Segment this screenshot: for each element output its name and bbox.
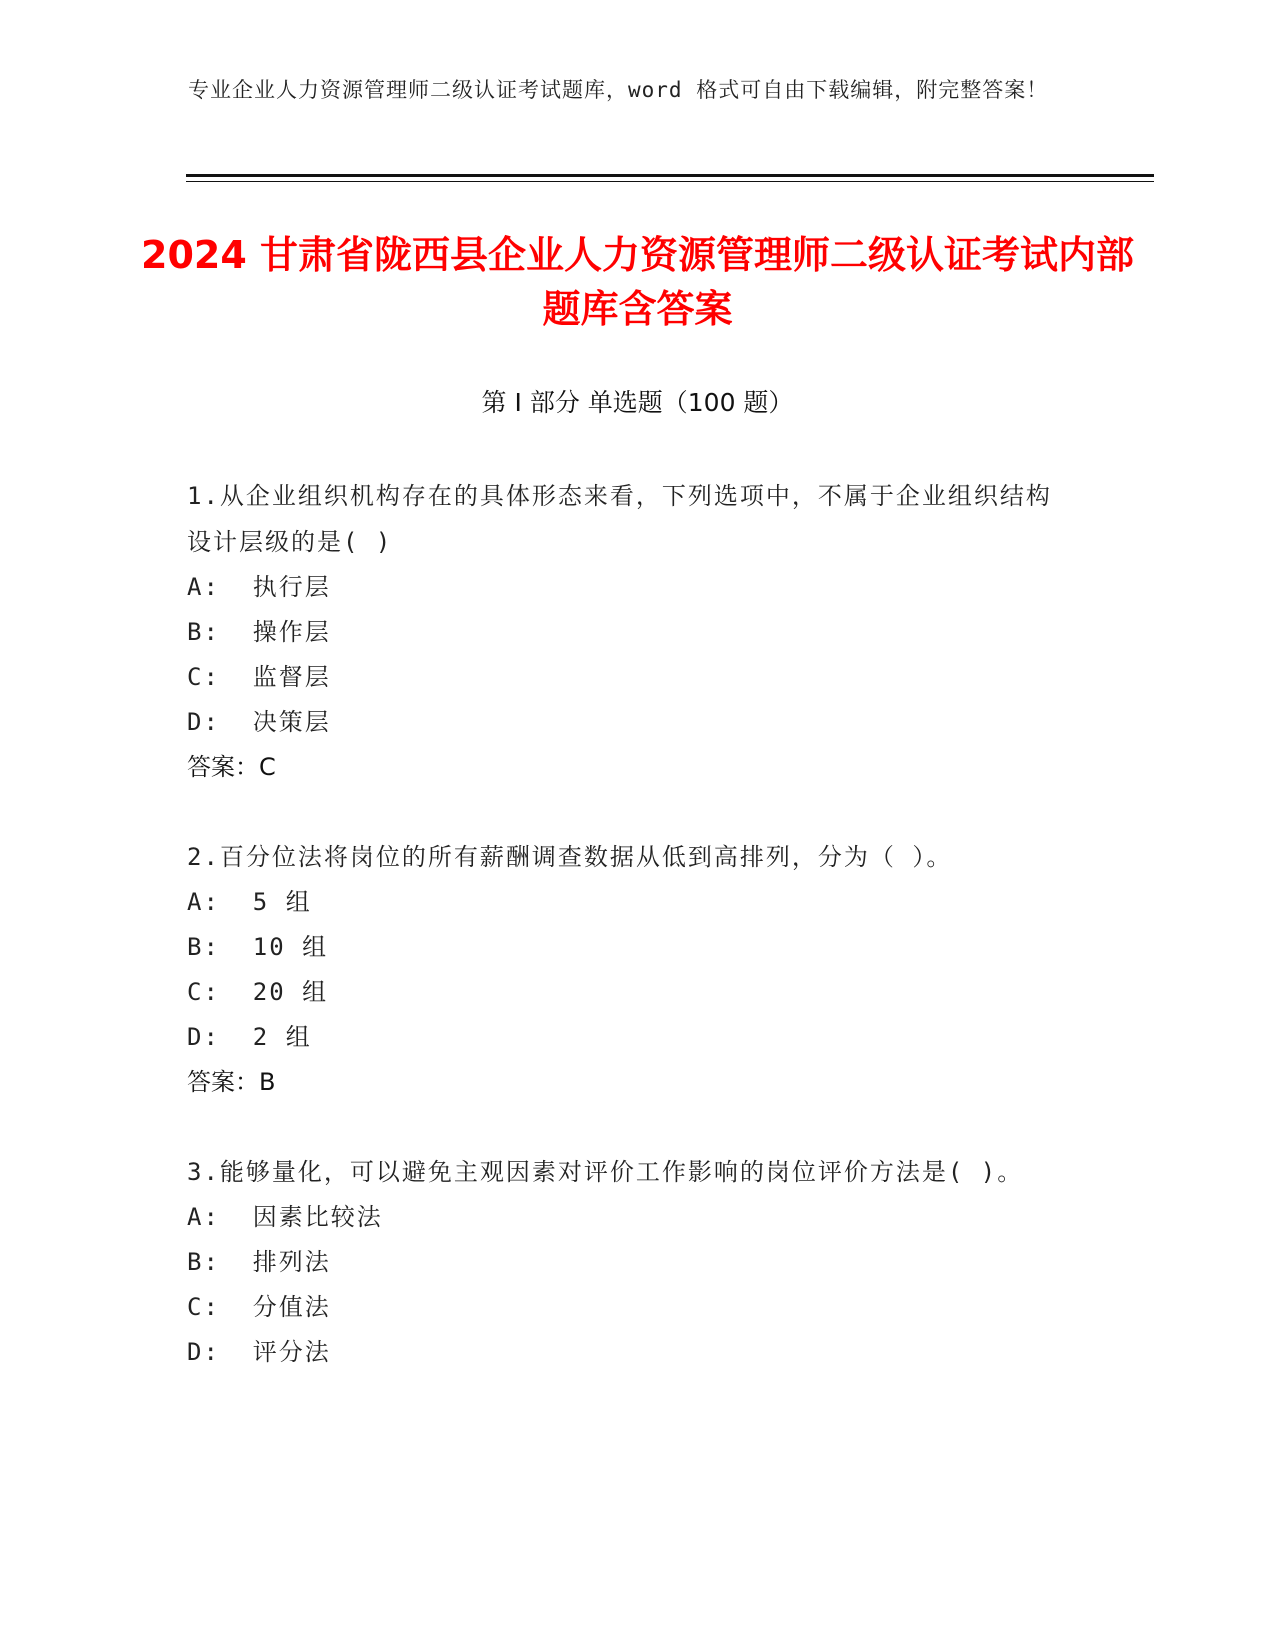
header-rule-thick [186, 174, 1154, 177]
section-title: 第 I 部分 单选题（100 题） [481, 388, 794, 417]
option-b: B: 10 组 [187, 933, 329, 961]
answer: 答案：C [187, 753, 276, 781]
option-d: D: 2 组 [187, 1023, 312, 1051]
option-a: A: 执行层 [187, 573, 331, 601]
question-stem: 3.能够量化，可以避免主观因素对评价工作影响的岗位评价方法是( )。 [187, 1158, 1024, 1186]
option-d: D: 评分法 [187, 1338, 331, 1366]
question-stem: 1.从企业组织机构存在的具体形态来看，下列选项中，不属于企业组织结构设计层级的是( ) [187, 482, 1052, 556]
option-d: D: 决策层 [187, 708, 331, 736]
question-2 [187, 834, 1067, 1105]
option-c: C: 监督层 [187, 663, 331, 691]
option-c: C: 分值法 [187, 1293, 331, 1321]
option-a: A: 5 组 [187, 888, 312, 916]
question-stem: 2.百分位法将岗位的所有薪酬调查数据从低到高排列，分为（ ）。 [187, 843, 953, 871]
document-title: 2024 甘肃省陇西县企业人力资源管理师二级认证考试内部题库含答案 [141, 233, 1134, 331]
option-a: A: 因素比较法 [187, 1203, 383, 1231]
header-rule-thin [186, 181, 1154, 182]
question-1 [187, 473, 1067, 790]
option-c: C: 20 组 [187, 978, 329, 1006]
option-b: B: 操作层 [187, 618, 331, 646]
header-note: 专业企业人力资源管理师二级认证考试题库，word 格式可自由下载编辑，附完整答案！ [188, 78, 1049, 102]
answer: 答案：B [187, 1068, 276, 1096]
question-list [187, 473, 1067, 1419]
question-3 [187, 1149, 1067, 1375]
option-b: B: 排列法 [187, 1248, 331, 1276]
